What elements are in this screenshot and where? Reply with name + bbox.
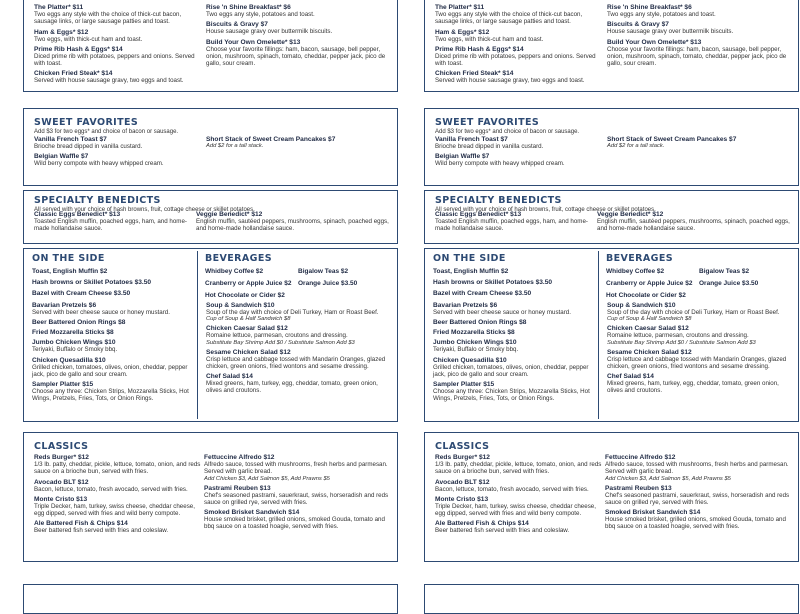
- menu-item-desc: Choose your favorite fillings: ham, bacon, sausage, bell pepper, onion, mushroom, spinach, tomato, cheddar, pepper jack, pico de gallo, sour cream.: [206, 45, 386, 68]
- menu-item-name: Prime Rib Hash & Eggs* $14: [34, 45, 123, 53]
- menu-item: [206, 4, 391, 18]
- menu-item: [204, 454, 392, 482]
- menu-item-name: Belgian Waffle $7: [34, 153, 89, 161]
- menu-item-desc: Alfredo sauce, tossed with mushrooms, fresh herbs and parmesan. Served with garlic bread.: [605, 461, 789, 476]
- section-title: BEVERAGES: [606, 253, 673, 264]
- menu-item: [433, 357, 595, 379]
- menu-item-addon: Cup of Soup & Half Sandwich $8: [206, 316, 291, 323]
- menu-item: [206, 302, 394, 322]
- side-item: Bazel with Cream Cheese $3.50: [433, 290, 532, 297]
- menu-item-desc: Mixed greens, ham, turkey, egg, cheddar, tomato, green onion, olives and croutons.: [206, 380, 378, 395]
- menu-item: [435, 70, 605, 84]
- menu-item: [433, 381, 595, 403]
- breakfast-section: [23, 0, 398, 92]
- menu-item: [605, 509, 793, 531]
- beverage-item: Whidbey Coffee $2: [606, 268, 665, 275]
- menu-item-name: Ham & Eggs* $12: [34, 28, 89, 36]
- menu-item-desc: Chef's seasoned pastrami, sauerkraut, swiss, horseradish and reds sauce on grilled rye, served with fries.: [605, 491, 790, 506]
- menu-item-desc: Two eggs any style, potatoes and toast.: [607, 11, 716, 18]
- menu-item: [204, 509, 392, 531]
- menu-item-desc: Served with beer cheese sauce or honey mustard.: [433, 309, 571, 316]
- sides-section: [424, 248, 799, 422]
- menu-item-name: Pastrami Reuben $13: [204, 484, 271, 492]
- side-item: Bazel with Cream Cheese $3.50: [32, 290, 131, 297]
- menu-item-name: Reds Burger* $12: [34, 454, 89, 461]
- menu-item: [607, 4, 792, 18]
- menu-item-desc: Crisp lettuce and cabbage tossed with Mandarin Oranges, glazed chicken, green onions, fried wontons and sesame dressing.: [206, 355, 386, 370]
- menu-item-name: Chef Salad $14: [206, 373, 253, 381]
- menu-item-name: Soup & Sandwich $10: [206, 302, 275, 309]
- section-title: ON THE SIDE: [32, 253, 105, 264]
- section-title: SPECIALTY BENEDICTS: [34, 195, 161, 206]
- menu-item: [605, 454, 793, 482]
- menu-item-desc: Wild berry compote with heavy whipped cream.: [34, 160, 164, 168]
- side-item: Toast, English Muffin $2: [32, 268, 108, 275]
- menu-item-name: Sampler Platter $15: [32, 381, 94, 389]
- menu-item-name: Build Your Own Omelette* $13: [206, 38, 301, 46]
- menu-item: [435, 29, 605, 43]
- menu-item-desc: Alfredo sauce, tossed with mushrooms, fresh herbs and parmesan. Served with garlic bread.: [204, 461, 388, 476]
- beverage-item: Whidbey Coffee $2: [205, 268, 264, 275]
- menu-item-desc: Two eggs, with thick-cut ham and toast.: [34, 35, 143, 43]
- menu-item-desc: Choose any three: Chicken Strips, Mozzarella Sticks, Hot Wings, Pretzels, Fries, Tots, or Onion Rings.: [433, 388, 590, 403]
- menu-item-name: Rise 'n Shine Breakfast* $6: [607, 4, 692, 11]
- section-note: All served with your choice of hash browns, fruit, cottage cheese or skillet potatoes.: [435, 207, 656, 213]
- menu-item: [206, 349, 394, 371]
- menu-item-name: Reds Burger* $12: [435, 454, 490, 461]
- menu-item: [433, 329, 595, 336]
- menu-item-addon: Add Chicken $3, Add Salmon $5, Add Prawns $5: [204, 475, 330, 482]
- menu-item-name: Avocado BLT $12: [34, 478, 89, 486]
- menu-item-name: Sampler Platter $15: [433, 381, 495, 389]
- beverage-item: Cranberry or Apple Juice $2: [606, 280, 693, 287]
- menu-item: [435, 46, 605, 68]
- menu-item: [435, 211, 600, 233]
- menu-item-desc: House sausage gravy over buttermilk biscuits.: [607, 28, 734, 36]
- side-item: Hash browns or Skillet Potatoes $3.50: [433, 279, 553, 286]
- menu-item: [435, 136, 605, 150]
- menu-item-desc: Triple Decker, ham, turkey, swiss cheese, cheddar cheese, egg dipped, served with fries and wild berry compote.: [34, 502, 195, 518]
- menu-item-addon: Substitute Bay Shrimp Add $0 / Substitute Salmon Add $3: [607, 339, 756, 346]
- menu-item-desc: Soup of the day with choice of Deli Turkey, Ham or Roast Beef.: [607, 309, 780, 316]
- menu-item-name: Build Your Own Omelette* $13: [607, 38, 702, 46]
- menu-item: [435, 153, 605, 167]
- menu-item-name: Chicken Caesar Salad $12: [206, 325, 288, 333]
- menu-item-desc: 1/3 lb. patty, cheddar, pickle, lettuce, tomato, onion, and reds sauce on a brioche bun, served with fries.: [34, 461, 201, 476]
- menu-item-addon: Add $2 for a tall stack.: [206, 143, 264, 149]
- menu-item-desc: Choose any three: Chicken Strips, Mozzarella Sticks, Hot Wings, Pretzels, Fries, Tots, or Onion Rings.: [32, 388, 189, 403]
- section-note: All served with your choice of hash browns, fruit, cottage cheese or skillet potatoes.: [34, 207, 255, 213]
- menu-item-name: Classic Eggs Benedict* $13: [34, 211, 121, 218]
- menu-item-desc: Served with beer cheese sauce or honey mustard.: [32, 309, 170, 316]
- menu-item: [204, 485, 392, 507]
- menu-item-name: Ham & Eggs* $12: [435, 28, 490, 36]
- menu-item-desc: Two eggs any style, potatoes and toast.: [206, 11, 315, 18]
- classics-section: [23, 432, 398, 562]
- next-section: [23, 584, 398, 614]
- menu-item-desc: Diced prime rib with potatoes, peppers and onions. Served with toast.: [435, 52, 596, 68]
- menu-item: [34, 46, 204, 68]
- menu-item: [32, 302, 194, 316]
- menu-item: [607, 373, 795, 395]
- menu-item-desc: Crisp lettuce and cabbage tossed with Mandarin Oranges, glazed chicken, green onions, fried wontons and sesame dressing.: [607, 355, 787, 370]
- menu-item-name: Monte Cristo $13: [34, 495, 88, 503]
- column-divider: [598, 251, 599, 419]
- menu-item: [34, 136, 204, 150]
- menu-item: [607, 136, 792, 149]
- menu-item-name: Sesame Chicken Salad $12: [206, 348, 291, 356]
- side-item: Toast, English Muffin $2: [433, 268, 509, 275]
- menu-item-desc: Two eggs, with thick-cut ham and toast.: [435, 35, 544, 43]
- menu-item-desc: Bacon, lettuce, tomato, fresh avocado, served with fries.: [435, 485, 589, 493]
- menu-item-name: Ale Battered Fish & Chips $14: [34, 520, 128, 528]
- beverage-item: Cranberry or Apple Juice $2: [205, 280, 292, 287]
- menu-item: [433, 319, 595, 326]
- menu-item: [34, 520, 204, 534]
- menu-item-desc: Two eggs any style with the choice of thick-cut bacon, sausage links, or large sausage patties and toast.: [34, 11, 182, 26]
- section-note: Add $3 for two eggs* and choice of bacon or sausage.: [34, 129, 179, 135]
- menu-item-name: Short Stack of Sweet Cream Pancakes $7: [607, 136, 737, 143]
- menu-item-name: The Platter* $11: [34, 4, 84, 11]
- menu-item-desc: Grilled chicken, tomatoes, olives, onion, cheddar, pepper jack, pico de gallo and sour cream.: [433, 363, 589, 378]
- menu-item-desc: Bacon, lettuce, tomato, fresh avocado, served with fries.: [34, 485, 188, 493]
- menu-item-desc: Toasted English muffin, poached eggs, ham, and home-made hollandaise sauce.: [34, 218, 187, 233]
- menu-item: [435, 454, 605, 476]
- menu-item-name: Prime Rib Hash & Eggs* $14: [435, 45, 524, 53]
- next-section: [424, 584, 799, 614]
- menu-item: [34, 211, 199, 233]
- section-title: BEVERAGES: [205, 253, 272, 264]
- menu-item-name: Fried Mozzarella Sticks $8: [32, 329, 114, 337]
- menu-item-name: Beer Battered Onion Rings $8: [433, 319, 527, 327]
- menu-item-desc: Wild berry compote with heavy whipped cream.: [435, 160, 565, 168]
- menu-item: [597, 211, 792, 233]
- menu-item: [206, 325, 394, 345]
- menu-item-name: Sesame Chicken Salad $12: [607, 348, 692, 356]
- menu-item: [32, 357, 194, 379]
- menu-item-name: Fried Mozzarella Sticks $8: [433, 329, 515, 337]
- menu-item-desc: Brioche bread dipped in vanilla custard.: [435, 143, 544, 150]
- menu-item: [607, 349, 795, 371]
- menu-item-name: Bavarian Pretzels $6: [433, 302, 498, 309]
- beverage-item: Orange Juice $3.50: [699, 280, 759, 287]
- menu-item-desc: Grilled chicken, tomatoes, olives, onion, cheddar, pepper jack, pico de gallo and sour cream.: [32, 363, 188, 378]
- menu-item-desc: Teriyaki, Buffalo or Smoky bbq.: [32, 346, 118, 354]
- menu-item-addon: Cup of Soup & Half Sandwich $8: [607, 316, 692, 323]
- menu-item-name: Biscuits & Gravy $7: [607, 21, 669, 29]
- menu-item-name: Bavarian Pretzels $6: [32, 302, 97, 309]
- menu-item: [32, 381, 194, 403]
- menu-item-desc: Served with house sausage gravy, two eggs and toast.: [34, 77, 184, 85]
- menu-page: [23, 0, 398, 600]
- menu-item-name: Jumbo Chicken Wings $10: [32, 339, 116, 347]
- menu-item: [433, 302, 595, 316]
- menu-item-desc: Soup of the day with choice of Deli Turkey, Ham or Roast Beef.: [206, 309, 379, 316]
- menu-page: [424, 0, 799, 600]
- menu-item-desc: Diced prime rib with potatoes, peppers and onions. Served with toast.: [34, 52, 195, 68]
- breakfast-section: [424, 0, 799, 92]
- menu-item-desc: English muffin, sautéed peppers, mushrooms, spinach, poached eggs, and home-made hollandaise sauce.: [196, 218, 389, 233]
- menu-item-name: Short Stack of Sweet Cream Pancakes $7: [206, 136, 336, 143]
- menu-item-desc: House smoked brisket, grilled onions, smoked Gouda, tomato and bbq sauce on a toasted hoagie, served with fries.: [204, 516, 385, 531]
- section-title: CLASSICS: [435, 441, 490, 452]
- beverage-item: Orange Juice $3.50: [298, 280, 358, 287]
- menu-item: [435, 520, 605, 534]
- menu-item: [34, 454, 204, 476]
- menu-item-name: Jumbo Chicken Wings $10: [433, 339, 517, 347]
- menu-item: [34, 479, 204, 493]
- beverage-item: Bigalow Teas $2: [699, 268, 750, 275]
- section-title: CLASSICS: [34, 441, 89, 452]
- benedicts-section: [424, 190, 799, 244]
- menu-item: [433, 339, 595, 353]
- menu-item-name: Classic Eggs Benedict* $13: [435, 211, 522, 218]
- menu-item: [34, 70, 204, 84]
- menu-item-name: Smoked Brisket Sandwich $14: [204, 509, 300, 517]
- menu-item: [607, 39, 792, 68]
- menu-item: [206, 136, 391, 149]
- menu-item: [34, 29, 204, 43]
- menu-item-desc: English muffin, sautéed peppers, mushrooms, spinach, poached eggs, and home-made hollandaise sauce.: [597, 218, 790, 233]
- menu-item-name: Biscuits & Gravy $7: [206, 21, 268, 29]
- column-divider: [197, 251, 198, 419]
- menu-item-desc: Triple Decker, ham, turkey, swiss cheese, cheddar cheese, egg dipped, served with fries and wild berry compote.: [435, 502, 596, 518]
- menu-item-name: Fettuccine Alfredo $12: [204, 454, 275, 461]
- menu-item-name: Beer Battered Onion Rings $8: [32, 319, 126, 327]
- classics-section: [424, 432, 799, 562]
- menu-item-name: Fettuccine Alfredo $12: [605, 454, 676, 461]
- menu-item: [196, 211, 391, 233]
- menu-item: [34, 4, 204, 26]
- beverage-item: Hot Chocolate or Cider $2: [205, 292, 285, 299]
- menu-item: [607, 302, 795, 322]
- menu-item: [32, 339, 194, 353]
- menu-item: [206, 39, 391, 68]
- sides-section: [23, 248, 398, 422]
- menu-item-name: Veggie Benedict* $12: [597, 211, 664, 218]
- menu-item-desc: Teriyaki, Buffalo or Smoky bbq.: [433, 346, 519, 354]
- menu-item: [206, 373, 394, 395]
- menu-item-desc: Beer battered fish served with fries and coleslaw.: [34, 527, 169, 535]
- menu-item-name: The Platter* $11: [435, 4, 485, 11]
- section-title: SWEET FAVORITES: [435, 117, 540, 128]
- section-note: Add $3 for two eggs* and choice of bacon or sausage.: [435, 129, 580, 135]
- menu-item-name: Veggie Benedict* $12: [196, 211, 263, 218]
- menu-item-desc: Romaine lettuce, parmesan, croutons and dressing.: [206, 332, 348, 340]
- menu-item-desc: Brioche bread dipped in vanilla custard.: [34, 143, 143, 150]
- benedicts-section: [23, 190, 398, 244]
- menu-item: [34, 153, 204, 167]
- menu-item: [605, 485, 793, 507]
- menu-item-name: Smoked Brisket Sandwich $14: [605, 509, 701, 517]
- menu-item-desc: House sausage gravy over buttermilk biscuits.: [206, 28, 333, 36]
- menu-item-name: Pastrami Reuben $13: [605, 484, 672, 492]
- section-title: SPECIALTY BENEDICTS: [435, 195, 562, 206]
- menu-item-name: Rise 'n Shine Breakfast* $6: [206, 4, 291, 11]
- menu-item: [435, 496, 605, 518]
- section-title: ON THE SIDE: [433, 253, 506, 264]
- menu-item-desc: Romaine lettuce, parmesan, croutons and dressing.: [607, 332, 749, 340]
- menu-item-desc: Choose your favorite fillings: ham, bacon, sausage, bell pepper, onion, mushroom, spinach, tomato, cheddar, pepper jack, pico de gallo, sour cream.: [607, 45, 787, 68]
- sweet-favorites-section: [23, 108, 398, 186]
- menu-item-name: Chicken Quesadilla $10: [32, 356, 106, 364]
- menu-item: [32, 319, 194, 326]
- menu-item: [34, 496, 204, 518]
- beverage-item: Hot Chocolate or Cider $2: [606, 292, 686, 299]
- menu-item-desc: 1/3 lb. patty, cheddar, pickle, lettuce, tomato, onion, and reds sauce on a brioche bun, served with fries.: [435, 461, 602, 476]
- menu-item-name: Chicken Fried Steak* $14: [34, 70, 113, 78]
- side-item: Hash browns or Skillet Potatoes $3.50: [32, 279, 152, 286]
- menu-item-addon: Add Chicken $3, Add Salmon $5, Add Prawns $5: [605, 475, 731, 482]
- menu-item: [206, 21, 391, 35]
- menu-item-desc: Served with house sausage gravy, two eggs and toast.: [435, 77, 585, 85]
- beverage-item: Bigalow Teas $2: [298, 268, 349, 275]
- section-title: SWEET FAVORITES: [34, 117, 139, 128]
- menu-item: [435, 479, 605, 493]
- menu-item-addon: Substitute Bay Shrimp Add $0 / Substitute Salmon Add $3: [206, 339, 355, 346]
- menu-item-desc: Toasted English muffin, poached eggs, ham, and home-made hollandaise sauce.: [435, 218, 588, 233]
- menu-item-name: Chef Salad $14: [607, 373, 654, 381]
- sweet-favorites-section: [424, 108, 799, 186]
- menu-item-name: Avocado BLT $12: [435, 478, 490, 486]
- menu-item-name: Chicken Quesadilla $10: [433, 356, 507, 364]
- menu-item-name: Soup & Sandwich $10: [607, 302, 676, 309]
- menu-item-desc: House smoked brisket, grilled onions, smoked Gouda, tomato and bbq sauce on a toasted hoagie, served with fries.: [605, 516, 786, 531]
- menu-item-desc: Chef's seasoned pastrami, sauerkraut, swiss, horseradish and reds sauce on grilled rye, served with fries.: [204, 491, 389, 506]
- menu-item-desc: Mixed greens, ham, turkey, egg, cheddar, tomato, green onion, olives and croutons.: [607, 380, 779, 395]
- menu-item-name: Ale Battered Fish & Chips $14: [435, 520, 529, 528]
- menu-item: [32, 329, 194, 336]
- menu-item-name: Vanilla French Toast $7: [435, 136, 508, 143]
- menu-item-desc: Two eggs any style with the choice of thick-cut bacon, sausage links, or large sausage patties and toast.: [435, 11, 583, 26]
- menu-item-addon: Add $2 for a tall stack.: [607, 143, 665, 149]
- menu-item: [607, 325, 795, 345]
- menu-item-desc: Beer battered fish served with fries and coleslaw.: [435, 527, 570, 535]
- menu-item-name: Chicken Caesar Salad $12: [607, 325, 689, 333]
- menu-item-name: Belgian Waffle $7: [435, 153, 490, 161]
- menu-item: [607, 21, 792, 35]
- menu-item-name: Vanilla French Toast $7: [34, 136, 107, 143]
- menu-item-name: Chicken Fried Steak* $14: [435, 70, 514, 78]
- menu-item: [435, 4, 605, 26]
- menu-item-name: Monte Cristo $13: [435, 495, 489, 503]
